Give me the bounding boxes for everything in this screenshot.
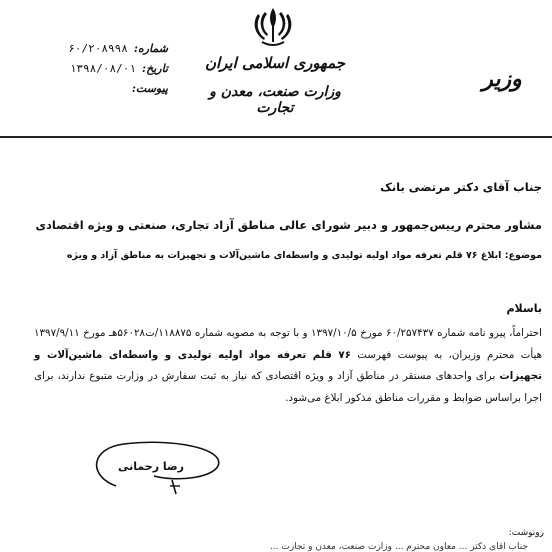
recipient-title: مشاور محترم رییس‌جمهور و دبیر شورای عالی مناطق آزاد تجاری، صنعتی و ویژه اقتصادی [35, 218, 542, 232]
ministry-name: جمهوری اسلامی ایران [204, 54, 346, 72]
date-label: تاریخ: [142, 62, 168, 75]
paragraph-text-2: برای واحدهای مستقر در مناطق آزاد و ویژه اقتصادی که نیاز به ثبت سفارش در وزارت متبوع ندارند، برای اجرا براساس ضوابط و مقررات مناطق مذکور ابلاغ می‌شود. [34, 370, 542, 404]
letter-metadata [8, 42, 168, 102]
number-value: ۶۰/۲۰۸۹۹۸ [68, 42, 128, 55]
number-row [8, 42, 168, 62]
emblem-icon [252, 4, 294, 48]
header-divider [0, 136, 552, 138]
minister-title: وزیر [482, 66, 522, 92]
date-row [8, 62, 168, 82]
salutation: باسلام [506, 302, 542, 315]
attachment-row [8, 82, 168, 102]
letter-paragraph [34, 323, 542, 409]
date-value: ۱۳۹۸/۰۸/۰۱ [69, 62, 137, 75]
recipient-name: جناب آقای دکتر مرتضی بانک [380, 180, 542, 194]
paragraph-bold-text: ۷۶ قلم تعرفه مواد اولیه تولیدی و واسطه‌ای ماشین‌آلات و تجهیزات [34, 348, 542, 382]
number-label: شماره: [133, 42, 168, 55]
subject-line: موضوع: ابلاغ ۷۶ قلم تعرفه مواد اولیه تولیدی و واسطه‌ای ماشین‌آلات و تجهیزات به مناطق آزاد و ویژه [66, 250, 542, 261]
ministry-department: وزارت صنعت، معدن و تجارت [209, 84, 341, 116]
attachment-label: پیوست: [131, 82, 168, 95]
paragraph-text-1: احتراماً، پیرو نامه شماره ۶۰/۲۵۷۴۳۷ مورخ ۱۳۹۷/۱۰/۵ و با توجه به مصوبه شماره ۱۱۸۸۷۵/ت۵۶۰۲۸هـ مورخ ۱۳۹۷/۹/۱۱ هیأت محترم وزیران، به پیوست فهرست [34, 327, 542, 361]
signer-name: رضا رحمانی [118, 460, 184, 473]
cc-label: رونوشت: [508, 528, 544, 538]
cc-line-partial: جناب آقای دکتر ... معاون محترم ... وزارت صنعت، معدن و تجارت ... [269, 542, 528, 552]
